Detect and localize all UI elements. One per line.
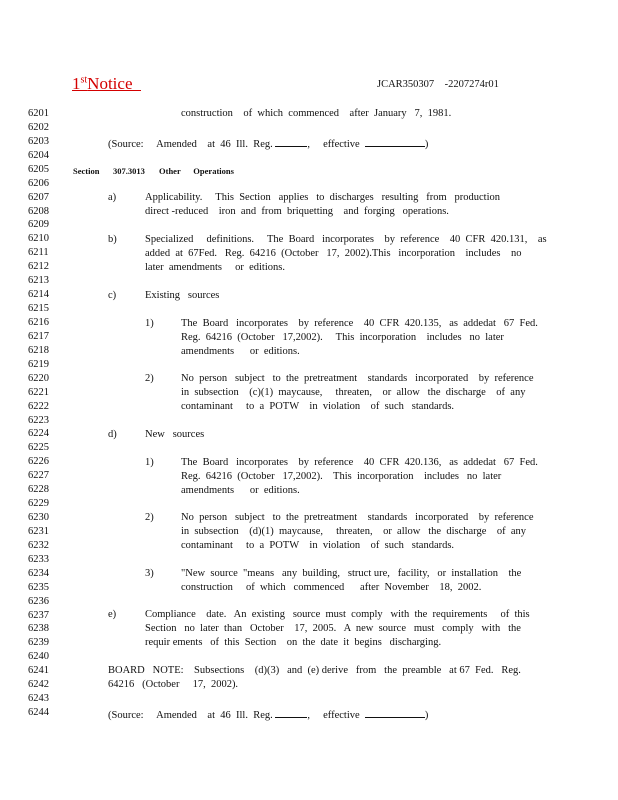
section-label: Section [73, 166, 100, 176]
line-number: 6201 [28, 108, 49, 119]
body-line: Applicability. This Section applies to discharges resulting from production [145, 192, 501, 203]
line-number: 6204 [28, 149, 49, 161]
notice-heading [72, 74, 141, 94]
line-number: 6219 [28, 358, 49, 370]
body-line: No person subject to the pretreatment standards incorporated by reference [181, 512, 534, 523]
line-number: 6208 [28, 205, 49, 217]
line-number: 6202 [28, 121, 49, 133]
blank-effective-field [365, 707, 425, 718]
item-label: 2) [145, 373, 154, 384]
line-number: 6212 [28, 261, 49, 273]
line-number: 6237 [28, 609, 49, 621]
item-label: 3) [145, 568, 154, 579]
line-number: 6241 [28, 665, 49, 677]
blank-effective-field [365, 136, 425, 147]
notice-word: Notice [87, 74, 133, 93]
body-line: Reg. 64216 (October 17,2002). This incorporation includes no later [181, 332, 504, 343]
board-note: BOARD NOTE: Subsections (d)(3) and (e) derive from the preamble at 67 Fed. Reg. [108, 665, 521, 676]
line-number: 6228 [28, 484, 49, 496]
subsection-label: d) [108, 429, 117, 440]
line-number: 6222 [28, 400, 49, 412]
body-line: direct -reduced iron and from briquetting and forging operations. [145, 206, 449, 217]
line-number: 6220 [28, 372, 49, 384]
body-line: contaminant to a POTW in violation of such standards. [181, 540, 455, 551]
line-number: 6215 [28, 303, 49, 314]
subsection-label: c) [108, 290, 117, 301]
source-note: (Source: Amended at 46 Ill. Reg. , effective ) [108, 707, 428, 721]
section-title: Other Operations [159, 166, 234, 176]
notice-number: 1 [72, 74, 81, 93]
line-number: 6238 [28, 623, 49, 635]
subsection-title: New sources [145, 429, 205, 440]
body-line: in subsection (c)(1) maycause, threaten, or allow the discharge of any [181, 387, 526, 398]
line-number: 6227 [28, 470, 49, 482]
line-number: 6235 [28, 581, 49, 593]
line-number: 6205 [28, 163, 49, 175]
item-label: 1) [145, 318, 154, 329]
subsection-label: b) [108, 234, 117, 245]
line-number: 6206 [28, 177, 49, 189]
body-line: Reg. 64216 (October 17,2002). This incorporation includes no later [181, 471, 502, 482]
line-number: 6225 [28, 442, 49, 454]
line-number: 6207 [28, 191, 49, 203]
document-code: JCAR350307 -2207274r01 [377, 79, 499, 90]
line-number: 6218 [28, 344, 49, 356]
notice-suffix: st [80, 74, 88, 86]
line-number: 6224 [28, 428, 49, 440]
body-line: later amendments or editions. [145, 262, 285, 273]
body-line: Section no later than October 17, 2005. A new source must comply with the [145, 623, 521, 634]
source-note: (Source: Amended at 46 Ill. Reg. , effective ) [108, 136, 428, 150]
line-number: 6231 [28, 525, 49, 537]
line-number: 6239 [28, 637, 49, 649]
line-number: 6217 [28, 330, 49, 342]
line-number: 6234 [28, 567, 49, 579]
line-number: 6226 [28, 456, 49, 468]
blank-reg-field [275, 707, 307, 718]
line-number: 6203 [28, 135, 49, 147]
section-number: 307.3013 [113, 166, 145, 176]
line-number: 6230 [28, 512, 49, 523]
body-line: amendments or editions. [181, 346, 300, 357]
line-number: 6213 [28, 275, 49, 287]
line-number: 6240 [28, 651, 49, 663]
line-number: 6214 [28, 289, 49, 301]
subsection-label: a) [108, 192, 117, 203]
body-line: Specialized definitions. The Board incorporates by reference 40 CFR 420.131, as [145, 234, 547, 245]
line-number: 6229 [28, 498, 49, 509]
body-line: contaminant to a POTW in violation of such standards. [181, 401, 455, 412]
body-line: construction of which commenced after January 7, 1981. [181, 108, 452, 119]
line-number: 6221 [28, 386, 49, 398]
body-line: "New source "means any building, struct ure, facility, or installation the [181, 568, 522, 579]
board-note: 64216 (October 17, 2002). [108, 679, 239, 690]
body-line: construction of which commenced after November 18, 2002. [181, 582, 482, 593]
blank-reg-field [275, 136, 307, 147]
line-number: 6216 [28, 316, 49, 328]
body-line: added at 67Fed. Reg. 64216 (October 17, 2002).This incorporation includes no [145, 248, 522, 259]
line-number: 6210 [28, 233, 49, 245]
body-line: No person subject to the pretreatment standards incorporated by reference [181, 373, 534, 384]
line-number: 6233 [28, 553, 49, 565]
line-number: 6244 [28, 707, 49, 718]
subsection-label: e) [108, 609, 117, 620]
body-line: amendments or editions. [181, 485, 300, 496]
body-line: in subsection (d)(1) maycause, threaten, or allow the discharge of any [181, 526, 527, 537]
line-number: 6232 [28, 539, 49, 551]
body-line: The Board incorporates by reference 40 CFR 420.135, as addedat 67 Fed. [181, 318, 538, 329]
line-number: 6243 [28, 693, 49, 705]
body-line: Compliance date. An existing source must comply with the requirements of this [145, 609, 530, 620]
subsection-title: Existing sources [145, 290, 220, 301]
body-line: requir ements of this Section on the date it begins discharging. [145, 637, 442, 648]
line-number: 6223 [28, 414, 49, 426]
item-label: 1) [145, 457, 154, 468]
line-number: 6211 [28, 247, 49, 259]
item-label: 2) [145, 512, 154, 523]
line-number: 6236 [28, 595, 49, 607]
line-number: 6242 [28, 679, 49, 691]
line-number: 6209 [28, 219, 49, 231]
body-line: The Board incorporates by reference 40 CFR 420.136, as addedat 67 Fed. [181, 457, 538, 468]
